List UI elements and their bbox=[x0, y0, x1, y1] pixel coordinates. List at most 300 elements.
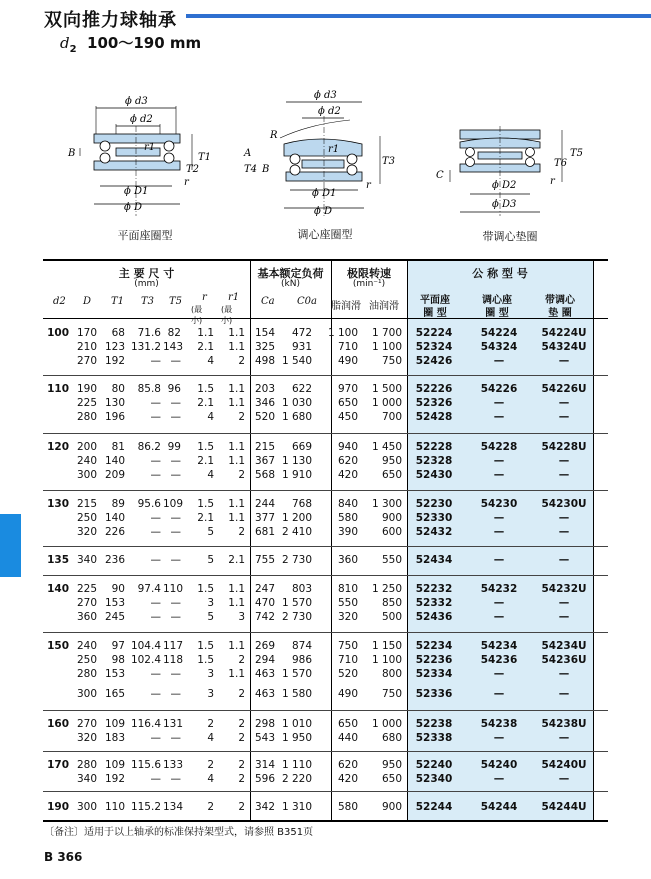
cell-r: 3 bbox=[207, 668, 214, 680]
cell-oil: 650 bbox=[381, 773, 402, 785]
cell-grease: 810 bbox=[337, 583, 358, 595]
table-bottom-rule bbox=[43, 820, 608, 822]
cell-p2: 54244 bbox=[480, 801, 518, 813]
cell-oil: 850 bbox=[381, 597, 402, 609]
col-D: D bbox=[83, 296, 92, 307]
cell-T3: — bbox=[150, 554, 161, 566]
cell-r1: 2.1 bbox=[228, 554, 245, 566]
cell-r1: 1.1 bbox=[228, 341, 245, 353]
cell-D: 340 bbox=[76, 773, 97, 785]
label-D: ϕ D bbox=[314, 206, 333, 217]
cell-r1: 2 bbox=[238, 732, 245, 744]
cell-D: 340 bbox=[76, 554, 97, 566]
cell-r1: 1.1 bbox=[228, 397, 245, 409]
label-r1: r1 bbox=[144, 142, 156, 153]
label-T3: T3 bbox=[382, 156, 396, 167]
cell-p3: 54324U bbox=[541, 341, 587, 353]
cell-oil: 1 500 bbox=[371, 383, 402, 395]
header-bearing-no: 公 称 型 号 bbox=[472, 267, 528, 280]
cell-C0a: 986 bbox=[291, 654, 312, 666]
cell-C0a: 622 bbox=[291, 383, 312, 395]
cell-T5: — bbox=[170, 469, 181, 481]
cell-p3: — bbox=[558, 455, 570, 467]
cell-T1: 68 bbox=[111, 327, 125, 339]
cell-T3: — bbox=[150, 469, 161, 481]
cell-T1: 192 bbox=[104, 773, 125, 785]
col-r1-min: (最小) bbox=[221, 305, 233, 325]
cell-oil: 700 bbox=[381, 411, 402, 423]
cell-D: 320 bbox=[76, 732, 97, 744]
cell-grease: 710 bbox=[337, 341, 358, 353]
cell-p3: — bbox=[558, 773, 570, 785]
cell-T1: 140 bbox=[104, 512, 125, 524]
cell-p2: 54232 bbox=[480, 583, 518, 595]
cell-T5: 133 bbox=[163, 759, 184, 771]
cell-T5: — bbox=[170, 355, 181, 367]
cell-C0a: 2 730 bbox=[281, 554, 312, 566]
diagram-aligning-seat bbox=[240, 86, 420, 246]
cell-p3: 54228U bbox=[541, 441, 587, 453]
cell-T1: 89 bbox=[111, 498, 125, 510]
cell-p2: — bbox=[493, 688, 505, 700]
col-C0a: C0a bbox=[297, 296, 317, 307]
cell-C0a: 1 540 bbox=[281, 355, 312, 367]
cell-r: 1.5 bbox=[197, 583, 214, 595]
cell-grease: 1 100 bbox=[327, 327, 358, 339]
title-rule bbox=[186, 14, 651, 18]
cell-Ca: 215 bbox=[254, 441, 275, 453]
cell-C0a: 931 bbox=[291, 341, 312, 353]
cell-D: 250 bbox=[76, 654, 97, 666]
cell-C0a: 1 950 bbox=[281, 732, 312, 744]
cell-p2: 54228 bbox=[480, 441, 518, 453]
cell-p2: — bbox=[493, 397, 505, 409]
cell-Ca: 346 bbox=[254, 397, 275, 409]
cell-p1: 52226 bbox=[415, 383, 453, 395]
cell-oil: 1 000 bbox=[371, 397, 402, 409]
page-number: B 366 bbox=[44, 850, 83, 864]
cell-Ca: 269 bbox=[254, 640, 275, 652]
cell-T5: — bbox=[170, 526, 181, 538]
cell-d2: 100 bbox=[47, 327, 69, 339]
cell-oil: 900 bbox=[381, 512, 402, 524]
cell-T5: — bbox=[170, 411, 181, 423]
cell-grease: 620 bbox=[337, 455, 358, 467]
cell-T1: 130 bbox=[104, 397, 125, 409]
cell-T1: 81 bbox=[111, 441, 125, 453]
header-speed: 极限转速 bbox=[347, 267, 391, 280]
cell-C0a: 472 bbox=[291, 327, 312, 339]
cell-D: 300 bbox=[76, 801, 97, 813]
label-T6: T6 bbox=[554, 158, 568, 169]
cell-r: 4 bbox=[207, 773, 214, 785]
cell-D: 270 bbox=[76, 355, 97, 367]
cell-Ca: 596 bbox=[254, 773, 275, 785]
cell-grease: 390 bbox=[337, 526, 358, 538]
cell-p1: 52426 bbox=[415, 355, 453, 367]
cell-r1: 2 bbox=[238, 411, 245, 423]
cell-p3: — bbox=[558, 668, 570, 680]
section-side-tab bbox=[0, 514, 21, 577]
cell-oil: 800 bbox=[381, 668, 402, 680]
cell-T5: 134 bbox=[163, 801, 184, 813]
cell-p2: — bbox=[493, 554, 505, 566]
cell-r1: 2 bbox=[238, 654, 245, 666]
cell-D: 300 bbox=[76, 469, 97, 481]
col-p1b: 圈 型 bbox=[423, 308, 447, 319]
cell-T3: — bbox=[150, 512, 161, 524]
col-Ca: Ca bbox=[261, 296, 275, 307]
cell-d2: 190 bbox=[47, 801, 69, 813]
col-oil: 油润滑 bbox=[369, 301, 399, 312]
cell-p1: 52436 bbox=[415, 611, 453, 623]
cell-T1: 123 bbox=[104, 341, 125, 353]
cell-p2: — bbox=[493, 773, 505, 785]
cell-grease: 580 bbox=[337, 801, 358, 813]
cell-oil: 900 bbox=[381, 801, 402, 813]
cell-grease: 440 bbox=[337, 732, 358, 744]
cell-r: 4 bbox=[207, 469, 214, 481]
cell-p3: — bbox=[558, 597, 570, 609]
cell-grease: 650 bbox=[337, 397, 358, 409]
cell-oil: 1 250 bbox=[371, 583, 402, 595]
cell-grease: 490 bbox=[337, 355, 358, 367]
cell-r1: 2 bbox=[238, 773, 245, 785]
cell-D: 215 bbox=[76, 498, 97, 510]
cell-grease: 450 bbox=[337, 411, 358, 423]
caption-flat-seat: 平面座圈型 bbox=[117, 229, 173, 242]
table-header-rule bbox=[43, 318, 608, 319]
cell-D: 270 bbox=[76, 718, 97, 730]
cell-grease: 320 bbox=[337, 611, 358, 623]
cell-T1: 192 bbox=[104, 355, 125, 367]
cell-T1: 140 bbox=[104, 455, 125, 467]
group-rule bbox=[43, 490, 608, 491]
cell-T5: — bbox=[170, 668, 181, 680]
cell-p1: 52428 bbox=[415, 411, 453, 423]
cell-r1: 1.1 bbox=[228, 455, 245, 467]
cell-r1: 3 bbox=[238, 611, 245, 623]
header-main-unit: (mm) bbox=[134, 279, 159, 289]
cell-oil: 680 bbox=[381, 732, 402, 744]
cell-Ca: 755 bbox=[254, 554, 275, 566]
cell-p1: 52236 bbox=[415, 654, 453, 666]
cell-oil: 550 bbox=[381, 554, 402, 566]
cell-Ca: 681 bbox=[254, 526, 275, 538]
col-r1: r1 bbox=[228, 292, 240, 303]
cell-T1: 209 bbox=[104, 469, 125, 481]
cell-grease: 970 bbox=[337, 383, 358, 395]
cell-r1: 2 bbox=[238, 355, 245, 367]
cell-T5: 143 bbox=[163, 341, 184, 353]
cell-p3: 54240U bbox=[541, 759, 587, 771]
cell-C0a: 1 030 bbox=[281, 397, 312, 409]
label-r1: r1 bbox=[328, 144, 340, 155]
cell-oil: 1 150 bbox=[371, 640, 402, 652]
cell-p2: 54240 bbox=[480, 759, 518, 771]
cell-r: 2.1 bbox=[197, 512, 214, 524]
label-T1: T1 bbox=[198, 152, 212, 163]
group-rule bbox=[43, 575, 608, 576]
cell-T1: 109 bbox=[104, 759, 125, 771]
cell-p2: 54236 bbox=[480, 654, 518, 666]
label-r: r bbox=[366, 180, 371, 191]
cell-C0a: 669 bbox=[291, 441, 312, 453]
cell-T1: 80 bbox=[111, 383, 125, 395]
cell-grease: 420 bbox=[337, 469, 358, 481]
cell-T1: 165 bbox=[104, 688, 125, 700]
col-grease: 脂润滑 bbox=[331, 301, 361, 312]
cell-p1: 52338 bbox=[415, 732, 453, 744]
group-rule bbox=[43, 546, 608, 547]
cell-p3: 54232U bbox=[541, 583, 587, 595]
cell-p3: — bbox=[558, 397, 570, 409]
cell-T3: — bbox=[150, 455, 161, 467]
cell-C0a: 1 200 bbox=[281, 512, 312, 524]
cell-Ca: 314 bbox=[254, 759, 275, 771]
cell-T3: — bbox=[150, 411, 161, 423]
cell-d2: 160 bbox=[47, 718, 69, 730]
cell-C0a: 1 580 bbox=[281, 688, 312, 700]
cell-grease: 710 bbox=[337, 654, 358, 666]
cell-p2: — bbox=[493, 355, 505, 367]
cell-grease: 650 bbox=[337, 718, 358, 730]
cell-grease: 550 bbox=[337, 597, 358, 609]
cell-T1: 226 bbox=[104, 526, 125, 538]
cell-p1: 52336 bbox=[415, 688, 453, 700]
cell-D: 300 bbox=[76, 688, 97, 700]
cell-T5: 117 bbox=[163, 640, 184, 652]
cell-d2: 110 bbox=[47, 383, 69, 395]
cell-p2: 54324 bbox=[480, 341, 518, 353]
cell-p2: — bbox=[493, 455, 505, 467]
cell-T3: 116.4 bbox=[130, 718, 161, 730]
cell-D: 360 bbox=[76, 611, 97, 623]
cell-T5: — bbox=[170, 397, 181, 409]
col-T5: T5 bbox=[169, 296, 183, 307]
cell-T5: — bbox=[170, 597, 181, 609]
cell-p3: 54226U bbox=[541, 383, 587, 395]
header-load: 基本额定负荷 bbox=[257, 267, 324, 280]
cell-T3: 86.2 bbox=[137, 441, 161, 453]
cell-r: 4 bbox=[207, 411, 214, 423]
cell-C0a: 2 220 bbox=[281, 773, 312, 785]
col-T1: T1 bbox=[111, 296, 125, 307]
cell-r1: 1.1 bbox=[228, 597, 245, 609]
cell-r: 4 bbox=[207, 732, 214, 744]
cell-T5: — bbox=[170, 512, 181, 524]
cell-r1: 2 bbox=[238, 469, 245, 481]
cell-oil: 750 bbox=[381, 688, 402, 700]
cell-D: 280 bbox=[76, 759, 97, 771]
cell-r1: 2 bbox=[238, 801, 245, 813]
cell-T1: 110 bbox=[104, 801, 125, 813]
cell-C0a: 1 570 bbox=[281, 597, 312, 609]
cell-p3: — bbox=[558, 688, 570, 700]
group-rule bbox=[43, 710, 608, 711]
label-d2: ϕ d2 bbox=[130, 114, 153, 125]
cell-C0a: 2 730 bbox=[281, 611, 312, 623]
cell-C0a: 1 130 bbox=[281, 455, 312, 467]
label-d3: ϕ d3 bbox=[314, 90, 337, 101]
cell-r: 3 bbox=[207, 688, 214, 700]
cell-C0a: 1 570 bbox=[281, 668, 312, 680]
header-main-dims: 主 要 尺 寸 bbox=[118, 267, 175, 280]
cell-oil: 500 bbox=[381, 611, 402, 623]
cell-T3: 102.4 bbox=[130, 654, 161, 666]
cell-r: 4 bbox=[207, 355, 214, 367]
cell-d2: 150 bbox=[47, 640, 69, 652]
cell-r: 2 bbox=[207, 718, 214, 730]
cell-p2: 54230 bbox=[480, 498, 518, 510]
cell-T5: — bbox=[170, 554, 181, 566]
cell-p3: 54236U bbox=[541, 654, 587, 666]
cell-d2: 120 bbox=[47, 441, 69, 453]
cell-r1: 2 bbox=[238, 688, 245, 700]
cell-Ca: 154 bbox=[254, 327, 275, 339]
cell-oil: 1 450 bbox=[371, 441, 402, 453]
cell-p3: 54234U bbox=[541, 640, 587, 652]
cell-p3: — bbox=[558, 411, 570, 423]
label-D2: ϕ D2 bbox=[492, 180, 517, 191]
cell-p1: 52224 bbox=[415, 327, 453, 339]
cell-T3: — bbox=[150, 397, 161, 409]
cell-C0a: 1 110 bbox=[281, 759, 312, 771]
cell-oil: 1 000 bbox=[371, 718, 402, 730]
cell-oil: 950 bbox=[381, 759, 402, 771]
cell-r1: 1.1 bbox=[228, 583, 245, 595]
cell-grease: 520 bbox=[337, 668, 358, 680]
label-D: ϕ D bbox=[124, 202, 143, 213]
cell-oil: 1 700 bbox=[371, 327, 402, 339]
label-R: R bbox=[270, 130, 278, 141]
cell-T3: — bbox=[150, 773, 161, 785]
cell-p3: 54238U bbox=[541, 718, 587, 730]
cell-d2: 140 bbox=[47, 583, 69, 595]
cell-r: 1.5 bbox=[197, 640, 214, 652]
cell-T3: 95.6 bbox=[137, 498, 161, 510]
col-p3: 带调心 bbox=[545, 295, 575, 306]
cell-r1: 1.1 bbox=[228, 498, 245, 510]
cell-D: 270 bbox=[76, 597, 97, 609]
cell-T5: — bbox=[170, 773, 181, 785]
label-C: C bbox=[436, 170, 444, 181]
cell-p2: — bbox=[493, 611, 505, 623]
cell-r1: 2 bbox=[238, 526, 245, 538]
cell-T3: 115.2 bbox=[130, 801, 161, 813]
cell-T1: 245 bbox=[104, 611, 125, 623]
cell-D: 280 bbox=[76, 411, 97, 423]
cell-p2: — bbox=[493, 526, 505, 538]
cell-Ca: 463 bbox=[254, 668, 275, 680]
cell-p1: 52434 bbox=[415, 554, 453, 566]
cell-p1: 52330 bbox=[415, 512, 453, 524]
cell-p1: 52334 bbox=[415, 668, 453, 680]
cell-r: 3 bbox=[207, 597, 214, 609]
cell-p2: 54224 bbox=[480, 327, 518, 339]
cell-Ca: 244 bbox=[254, 498, 275, 510]
cell-p1: 52430 bbox=[415, 469, 453, 481]
cell-p1: 52234 bbox=[415, 640, 453, 652]
cell-p1: 52432 bbox=[415, 526, 453, 538]
cell-r: 2 bbox=[207, 759, 214, 771]
cell-T3: — bbox=[150, 668, 161, 680]
label-D1: ϕ D1 bbox=[312, 188, 337, 199]
group-rule bbox=[43, 751, 608, 752]
cell-D: 170 bbox=[76, 327, 97, 339]
cell-Ca: 463 bbox=[254, 688, 275, 700]
diagram-aligning-washer bbox=[430, 86, 600, 246]
cell-T3: — bbox=[150, 611, 161, 623]
cell-C0a: 2 410 bbox=[281, 526, 312, 538]
cell-T3: — bbox=[150, 732, 161, 744]
label-r: r bbox=[550, 176, 555, 187]
cell-p2: — bbox=[493, 469, 505, 481]
cell-T5: 109 bbox=[163, 498, 184, 510]
cell-grease: 420 bbox=[337, 773, 358, 785]
cell-p2: 54238 bbox=[480, 718, 518, 730]
cell-Ca: 543 bbox=[254, 732, 275, 744]
cell-p1: 52340 bbox=[415, 773, 453, 785]
label-r: r bbox=[184, 177, 189, 188]
cell-p1: 52326 bbox=[415, 397, 453, 409]
cell-d2: 130 bbox=[47, 498, 69, 510]
cell-C0a: 1 910 bbox=[281, 469, 312, 481]
cell-T5: — bbox=[170, 732, 181, 744]
cell-p2: — bbox=[493, 597, 505, 609]
cell-r1: 1.1 bbox=[228, 441, 245, 453]
cell-Ca: 520 bbox=[254, 411, 275, 423]
caption-aligning-seat: 调心座圈型 bbox=[297, 228, 353, 241]
cell-Ca: 325 bbox=[254, 341, 275, 353]
cell-grease: 580 bbox=[337, 512, 358, 524]
label-d3: ϕ d3 bbox=[125, 96, 148, 107]
cell-r1: 2 bbox=[238, 718, 245, 730]
col-p2: 调心座 bbox=[482, 295, 512, 306]
cell-T3: 131.2 bbox=[130, 341, 161, 353]
label-B: B bbox=[68, 148, 76, 159]
cell-Ca: 247 bbox=[254, 583, 275, 595]
cell-grease: 620 bbox=[337, 759, 358, 771]
cell-Ca: 367 bbox=[254, 455, 275, 467]
cell-p1: 52230 bbox=[415, 498, 453, 510]
cell-D: 225 bbox=[76, 397, 97, 409]
cell-r: 2 bbox=[207, 801, 214, 813]
cell-T5: 110 bbox=[163, 583, 184, 595]
cell-oil: 600 bbox=[381, 526, 402, 538]
cell-p3: — bbox=[558, 526, 570, 538]
cell-D: 240 bbox=[76, 640, 97, 652]
cell-r: 1.1 bbox=[197, 327, 214, 339]
cell-D: 190 bbox=[76, 383, 97, 395]
col-d2: d2 bbox=[53, 296, 66, 307]
col-r-min: (最小) bbox=[191, 305, 203, 325]
cell-oil: 650 bbox=[381, 469, 402, 481]
header-speed-unit: (min⁻¹) bbox=[352, 279, 386, 289]
cell-T1: 109 bbox=[104, 718, 125, 730]
label-T2: T2 bbox=[186, 164, 200, 175]
cell-oil: 1 100 bbox=[371, 654, 402, 666]
cell-p1: 52228 bbox=[415, 441, 453, 453]
cell-T3: 97.4 bbox=[137, 583, 161, 595]
cell-oil: 950 bbox=[381, 455, 402, 467]
cell-T5: — bbox=[170, 455, 181, 467]
cell-p1: 52324 bbox=[415, 341, 453, 353]
cell-Ca: 377 bbox=[254, 512, 275, 524]
diagram-flat-seat bbox=[60, 86, 230, 246]
cell-r1: 1.1 bbox=[228, 668, 245, 680]
page-title: 双向推力球轴承 bbox=[44, 10, 177, 31]
